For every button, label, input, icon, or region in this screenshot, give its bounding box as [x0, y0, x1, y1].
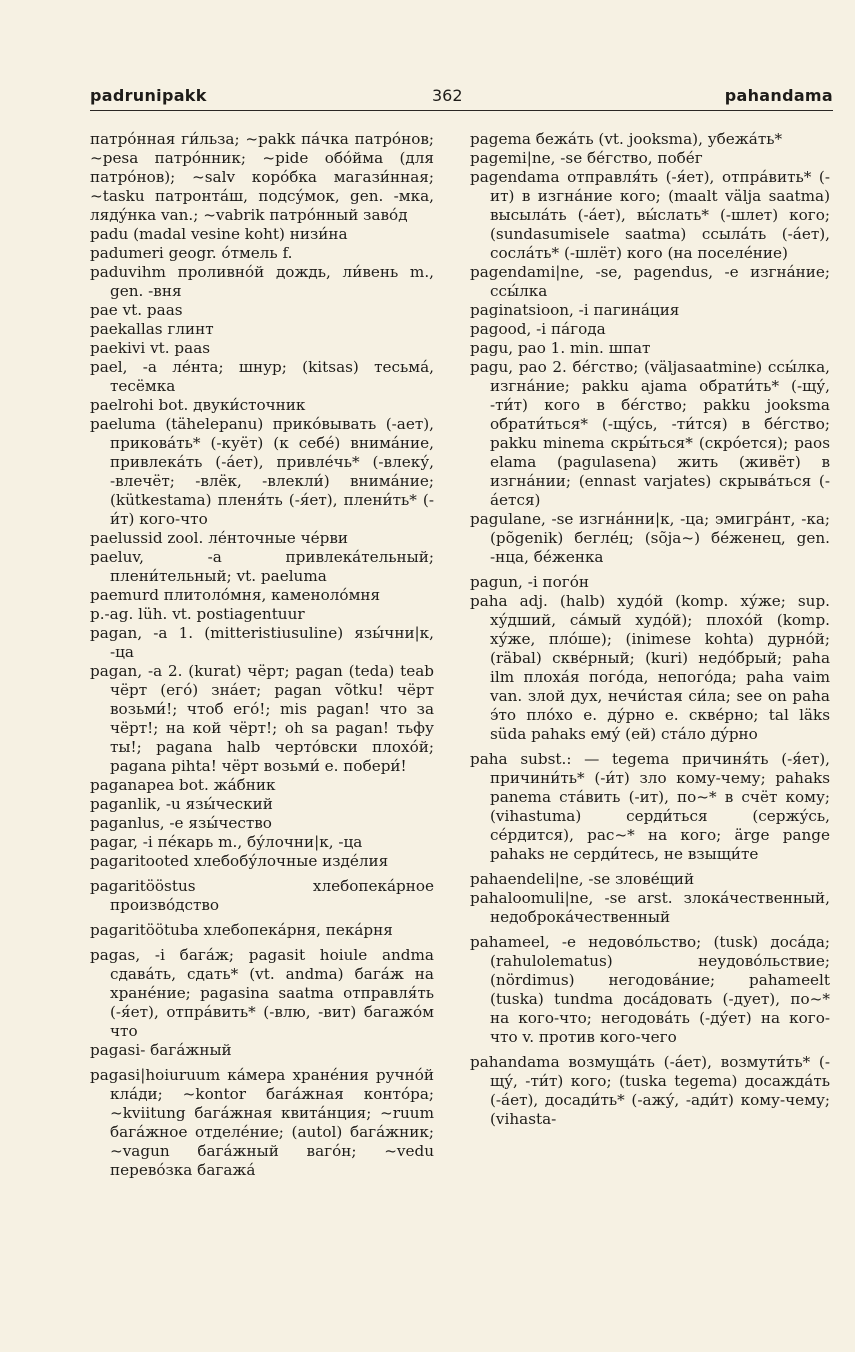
dictionary-entry: pagar, -i пе́карь m., бу́лочни|к, -ца	[90, 833, 363, 851]
dictionary-entry: pahameel, -e недово́льство; (tusk) доса́да; (rahulolematus) неудово́льствие; (nördimus) негодова́ние; pahameelt (tuska) tundma доса́довать (-дует), по~* на кого-что; негодова́ть (-ду́ет) на кого-что v. против кого-чего	[470, 933, 830, 1046]
right-column	[470, 130, 830, 1129]
dictionary-entry: pagu, pao 1. min. шпат	[470, 339, 651, 357]
dictionary-entry: pagema бежа́ть (vt. jooksma), убежа́ть*	[470, 130, 783, 148]
dictionary-entry: pagas, -i бага́ж; pagasit hoiule andma сдава́ть, сдать* (vt. andma) бага́ж на хране́ние; pagasina saatma отправля́ть (-я́ет), отпра́вить* (-влю, -вит) багажо́м что	[90, 946, 434, 1040]
dictionary-entry: pahaloomuli|ne, -se arst. злока́чественный, недоброка́чественный	[470, 889, 830, 926]
dictionary-entry: paha subst.: — tegema причиня́ть (-я́ет), причини́ть* (-и́т) зло кому-чему; pahaks panema ста́вить (-ит), по~* в счёт кому; (vihastuma) серди́ться (сержу́сь, се́рдится), рас~* на кого; ärge pange pahaks не серди́тесь, не взыщи́те	[470, 750, 830, 863]
dictionary-entry: paekivi vt. paas	[90, 339, 211, 357]
dictionary-entry: pael, -a ле́нта; шнур; (kitsas) тесьма́, тесёмка	[90, 358, 434, 395]
dictionary-entry: paeluv, -a привлека́тельный; плени́тельный; vt. paeluma	[90, 548, 434, 585]
dictionary-entry: pahaendeli|ne, -se злове́щий	[470, 870, 695, 888]
dictionary-entry: pagan, -a 2. (kurat) чёрт; pagan (teda) teab чёрт (его́) зна́ет; pagan võtku! чёрт возьми́!; чтоб его́!; mis pagan! что за чёрт!; на кой чёрт!; oh sa pagan! тьфу ты!; pagana halb черто́вски плохо́й; pagana pihta! чёрт возьми́ e. побери́!	[90, 662, 434, 775]
dictionary-entry: paganlik, -u язы́ческий	[90, 795, 273, 813]
dictionary-entry: pagendami|ne, -se, pagendus, -e изгна́ние; ссы́лка	[470, 263, 830, 300]
dictionary-entry: paginatsioon, -i пагина́ция	[470, 301, 680, 319]
dictionary-entry: paekallas глинт	[90, 320, 214, 338]
dictionary-entry: paeluma (tähelepanu) прико́вывать (-ает), прикова́ть* (-куёт) (к себе́) внима́ние, привлека́ть (-а́ет), привле́чь* (-влеку́, -влечёт; -влёк, -влекли́) внима́ние; (kütkestama) пленя́ть (-я́ет), плени́ть* (-и́т) кого-что	[90, 415, 434, 528]
dictionary-entry: pagaritooted хлебобу́лочные изде́лия	[90, 852, 389, 870]
dictionary-entry: paganlus, -e язы́чество	[90, 814, 272, 832]
page-number: 362	[432, 86, 463, 105]
dictionary-entry: pagendama отправля́ть (-я́ет), отпра́вить* (-ит) в изгна́ние кого; (maalt välja saatma) высыла́ть (-а́ет), вы́слать* (-шлет) кого; (sundasumisele saatma) ссыла́ть (-а́ет), сосла́ть* (-шлёт) кого (на поселе́ние)	[470, 168, 830, 262]
dictionary-entry: paha adj. (halb) худо́й (komp. ху́же; sup. ху́дший, са́мый худо́й); плохо́й (komp. ху́же, пло́ше); (inimese kohta) дурно́й; (räbal) скве́рный; (kuri) недо́брый; paha ilm плоха́я пого́да, непого́да; paha vaim van. злой дух, нечи́стая си́ла; see on paha э́то пло́хо e. ду́рно e. скве́рно; tal läks süda pahaks ему́ (ей) ста́ло ду́рно	[470, 592, 830, 743]
left-column	[90, 130, 434, 1180]
dictionary-entry: pagulane, -se изгна́нни|к, -ца; эмигра́нт, -ка; (põgenik) бегле́ц; (sõja~) бе́женец, gen. -нца, бе́женка	[470, 510, 830, 566]
dictionary-entry: pagemi|ne, -se бе́гство, побе́г	[470, 149, 703, 167]
dictionary-entry: pagun, -i пого́н	[470, 573, 590, 591]
dictionary-entry: padu (madal vesine koht) низи́на	[90, 225, 348, 243]
page-header	[90, 86, 833, 111]
dictionary-entry: paelrohi bot. двуки́сточник	[90, 396, 306, 414]
dictionary-entry: pagaritööstus хлебопека́рное произво́дство	[90, 877, 434, 914]
dictionary-entry: paganapea bot. жа́бник	[90, 776, 276, 794]
dictionary-entry: pagood, -i па́года	[470, 320, 606, 338]
header-left-guide-word: padrunipakk	[90, 86, 207, 105]
dictionary-entry: pagaritöötuba хлебопека́рня, пека́рня	[90, 921, 393, 939]
dictionary-entry: p.-ag. lüh. vt. postiagentuur	[90, 605, 305, 623]
dictionary-entry: padumeri geogr. о́тмель f.	[90, 244, 293, 262]
dictionary-entry: pagan, -a 1. (mitteristiusuline) язы́чни|к, -ца	[90, 624, 434, 661]
dictionary-entry: paemurd плитоло́мня, каменоло́мня	[90, 586, 381, 604]
dictionary-entry: paelussid zool. ле́нточные че́рви	[90, 529, 348, 547]
dictionary-entry: pae vt. paas	[90, 301, 183, 319]
header-right-guide-word: pahandama	[724, 86, 833, 105]
dictionary-entry: pagu, pao 2. бе́гство; (väljasaatmine) ссы́лка, изгна́ние; pakku ajama обрати́ть* (-щу́, -ти́т) кого в бе́гство; pakku jooksma обрати́ться* (-щу́сь, -ти́тся) в бе́гство; pakku minema скры́ться* (скро́ется); paos elama (pagulasena) жить (живёт) в изгна́нии; (ennast varjates) скрыва́ться (-а́ется)	[470, 358, 830, 509]
dictionary-entry: pahandama возмуща́ть (-а́ет), возмути́ть* (-щу́, -ти́т) кого; (tuska tegema) досажда́ть (-а́ет), досади́ть* (-ажу́, -ади́т) кому-чему; (vihasta-	[470, 1053, 830, 1128]
dictionary-entry: патро́нная ги́льза; ~pakk па́чка патро́нов; ~pesa патро́нник; ~pide обо́йма (для патро́нов); ~salv коро́бка магази́нная; ~tasku патронта́ш, подсу́мок, gen. -мка, ляду́нка van.; ~vabrik патро́нный заво́д	[90, 130, 434, 224]
dictionary-entry: paduvihm проливно́й дождь, ли́вень m., gen. -вня	[90, 263, 434, 300]
dictionary-entry: pagasi|hoiuruum ка́мера хране́ния ручно́й кла́ди; ~kontor бага́жная конто́ра; ~kviitung бага́жная квита́нция; ~ruum бага́жное отделе́ние; (autol) бага́жник; ~vagun бага́жный ваго́н; ~vedu перево́зка багажа́	[90, 1066, 434, 1179]
dictionary-entry: pagasi- бага́жный	[90, 1041, 232, 1059]
